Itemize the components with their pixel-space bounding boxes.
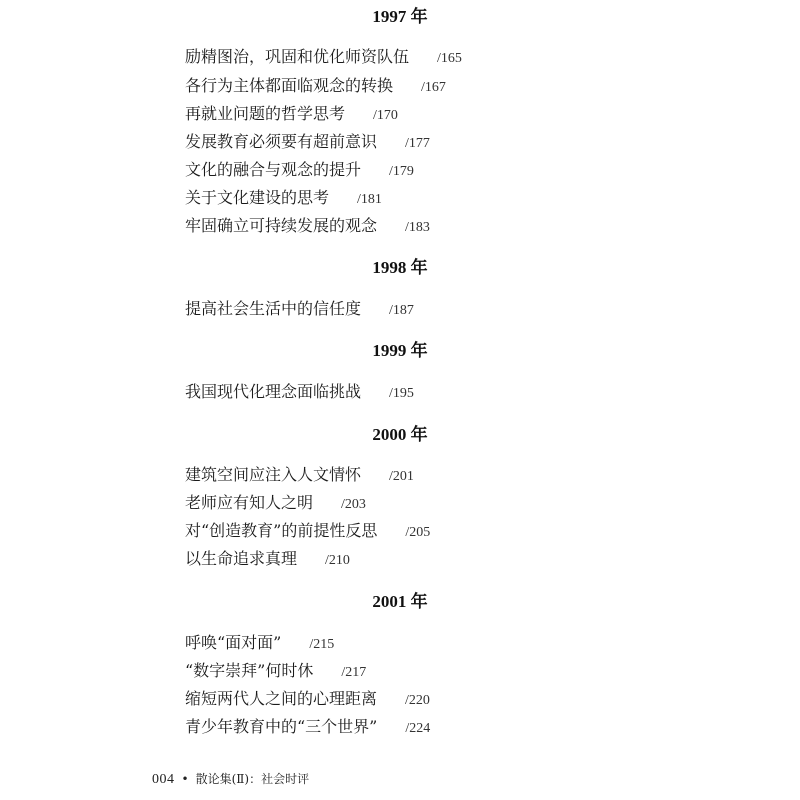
toc-entry-page: /179 (389, 164, 414, 179)
toc-entry-page: /220 (405, 693, 430, 708)
toc-entry-title: 我国现代化理念面临挑战 (185, 382, 362, 401)
toc-entry-page: /217 (341, 665, 367, 680)
toc-entry[interactable] (185, 187, 382, 209)
toc-entry-title: 青少年教育中的“三个世界” (185, 717, 378, 736)
page-footer (152, 771, 309, 788)
toc-entry-title: 各行为主体都面临观念的转换 (185, 76, 394, 95)
section-heading-1998: 1998 年 (372, 258, 428, 277)
toc-entry-page: /181 (357, 192, 382, 207)
toc-entry[interactable] (185, 159, 414, 181)
toc-entry[interactable] (185, 46, 462, 68)
section-heading-1999: 1999 年 (372, 341, 428, 360)
toc-entry-title: 文化的融合与观念的提升 (185, 160, 362, 179)
toc-entry-title: 励精图治，巩固和优化师资队伍 (185, 47, 410, 66)
toc-entry[interactable] (185, 716, 430, 738)
toc-entry-page: /187 (389, 303, 414, 318)
toc-entry-page: /224 (405, 721, 431, 736)
toc-entry-title: 以生命追求真理 (185, 549, 298, 568)
toc-entry-title: 缩短两代人之间的心理距离 (185, 689, 378, 708)
page-number: 004 (152, 772, 175, 787)
toc-entry[interactable] (185, 688, 430, 710)
toc-entry-title: 提高社会生活中的信任度 (185, 299, 362, 318)
separator-dot: • (181, 772, 189, 786)
toc-entry[interactable] (185, 381, 414, 403)
toc-entry[interactable] (185, 75, 446, 97)
toc-entry[interactable] (185, 131, 430, 153)
toc-entry[interactable] (185, 103, 398, 125)
toc-entry[interactable] (185, 548, 350, 570)
section-heading-2001: 2001 年 (372, 592, 428, 611)
toc-entry-title: 关于文化建设的思考 (185, 188, 330, 207)
toc-entry-page: /167 (421, 80, 446, 95)
toc-entry-page: /201 (389, 469, 414, 484)
section-heading-1997: 1997 年 (372, 7, 428, 26)
toc-entry-page: /205 (405, 525, 431, 540)
book-title: 散论集(Ⅱ)：社会时评 (195, 772, 310, 786)
toc-entry-page: /195 (389, 386, 414, 401)
toc-entry-page: /170 (373, 108, 398, 123)
section-heading-2000: 2000 年 (372, 425, 428, 444)
toc-entry[interactable] (185, 298, 414, 320)
toc-entry-title: 建筑空间应注入人文情怀 (185, 465, 362, 484)
toc-entry-title: 发展教育必须要有超前意识 (185, 132, 378, 151)
toc-entry-page: /177 (405, 136, 430, 151)
toc-entry[interactable] (185, 492, 366, 514)
toc-entry[interactable] (185, 660, 366, 682)
toc-entry-title: 呼唤“面对面” (185, 633, 282, 652)
toc-entry-page: /203 (341, 497, 366, 512)
toc-entry-title: “数字崇拜”何时休 (185, 661, 314, 680)
toc-entry-page: /183 (405, 220, 430, 235)
toc-entry-page: /210 (325, 553, 350, 568)
toc-entry[interactable] (185, 464, 414, 486)
toc-entry[interactable] (185, 520, 430, 542)
toc-entry-title: 牢固确立可持续发展的观念 (185, 216, 378, 235)
toc-entry[interactable] (185, 215, 430, 237)
toc-entry-title: 再就业问题的哲学思考 (185, 104, 346, 123)
toc-entry[interactable] (185, 632, 334, 654)
toc-entry-page: /215 (309, 637, 335, 652)
toc-entry-page: /165 (437, 51, 462, 66)
toc-entry-title: 对“创造教育”的前提性反思 (185, 521, 378, 540)
toc-entry-title: 老师应有知人之明 (185, 493, 314, 512)
